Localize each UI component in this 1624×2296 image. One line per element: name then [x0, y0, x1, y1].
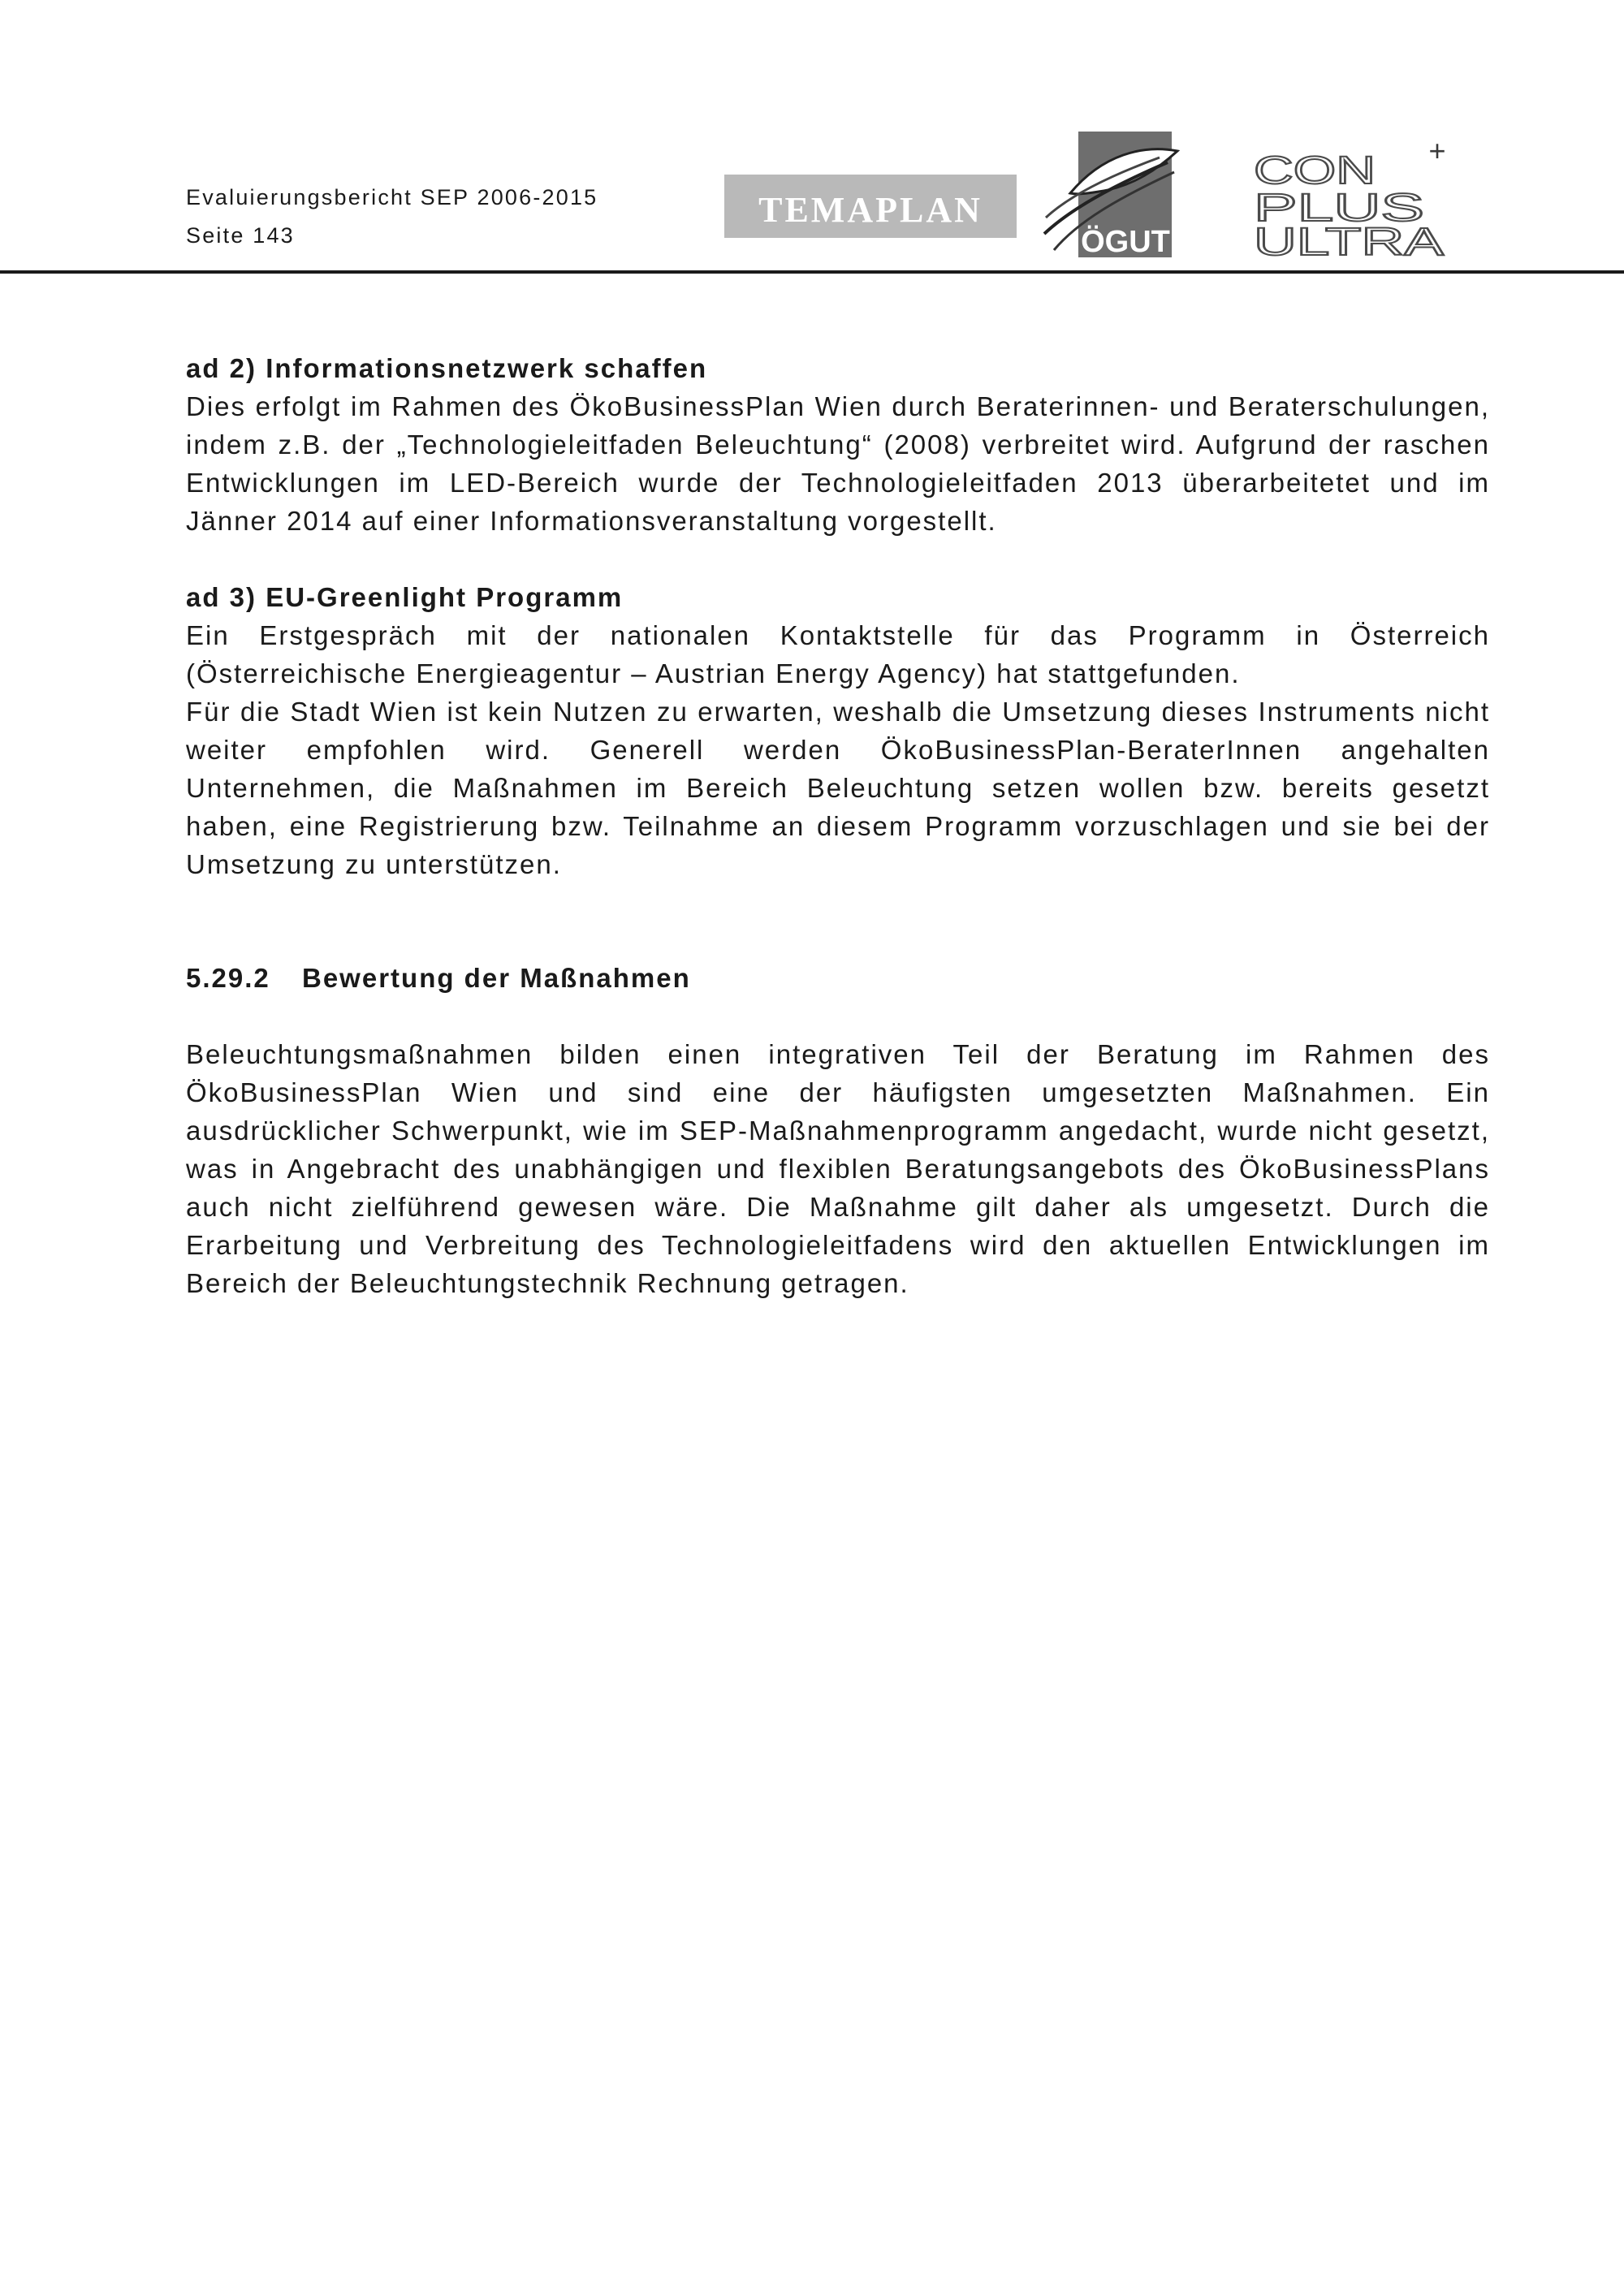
spacer [186, 997, 1490, 1035]
con-plus-ultra-logo [1250, 136, 1453, 258]
report-title: Evaluierungsbericht SEP 2006-2015 [186, 185, 598, 209]
temaplan-logo-text: TEMAPLAN [758, 189, 983, 230]
heading-ad2: ad 2) Informationsnetzwerk schaffen [186, 353, 708, 383]
paragraph-ad3-2: Für die Stadt Wien ist kein Nutzen zu erwarten, weshalb die Umsetzung dieses Instruments nicht weiter empfohlen wird. Generell werden ÖkoBusinessPlan-BeraterInnen angehalten Unternehmen, die Maßnahmen im Bereich Beleuchtung setzen wollen bzw. bereits gesetzt haben, eine Registrierung bzw. Teilnahme an diesem Programm vorzuschlagen und sie bei der Umsetzung zu unterstützen. [186, 697, 1490, 879]
logo-word-plus: PLUS [1254, 187, 1424, 230]
heading-ad3: ad 3) EU-Greenlight Programm [186, 582, 624, 612]
oegut-logo [1038, 130, 1180, 260]
spacer [186, 883, 1490, 959]
paragraph-5-29-2: Beleuchtungsmaßnahmen bilden einen integrativen Teil der Beratung im Rahmen des ÖkoBusinessPlan Wien und sind eine der häufigsten umgesetzten Maßnahmen. Ein ausdrücklicher Schwerpunkt, wie im SEP-Maßnahmenprogramm angedacht, wurde nicht gesetzt, was in Angebracht des unabhängigen und flexiblen Beratungsangebots des ÖkoBusinessPlans auch nicht zielführend gewesen wäre. Die Maßnahme gilt daher als umgesetzt. Durch die Erarbeitung und Verbreitung des Technologieleitfadens wird den aktuellen Entwicklungen im Bereich der Beleuchtungstechnik Rechnung getragen. [186, 1039, 1490, 1298]
page-header [0, 0, 1624, 274]
temaplan-logo [724, 175, 1017, 238]
spacer [186, 540, 1490, 578]
section-heading-5-29-2 [186, 959, 1490, 997]
logo-word-ultra: ULTRA [1254, 221, 1444, 258]
plus-mark-icon: + [1428, 136, 1446, 167]
paragraph-ad2: Dies erfolgt im Rahmen des ÖkoBusinessPlan Wien durch Beraterinnen- und Beraterschulungen, indem z.B. der „Technologieleitfaden Beleuchtung“ (2008) verbreitet wird. Aufgrund der raschen Entwicklungen im LED-Bereich wurde der Technologieleitfaden 2013 überarbeitetet und im Jänner 2014 auf einer Informationsveranstaltung vorgestellt. [186, 391, 1490, 536]
page-content [186, 349, 1490, 1302]
paragraph-ad3-1: Ein Erstgespräch mit der nationalen Kontaktstelle für das Programm in Österreich (Österreichische Energieagentur – Austrian Energy Agency) hat stattgefunden. [186, 620, 1490, 688]
header-meta [186, 179, 598, 255]
header-divider [0, 270, 1624, 274]
page-number: Seite 143 [186, 223, 295, 248]
logo-word-con: CON [1254, 149, 1376, 192]
oegut-logo-text: ÖGUT [1081, 225, 1170, 259]
section-title: Bewertung der Maßnahmen [302, 963, 691, 993]
section-number: 5.29.2 [186, 963, 270, 993]
